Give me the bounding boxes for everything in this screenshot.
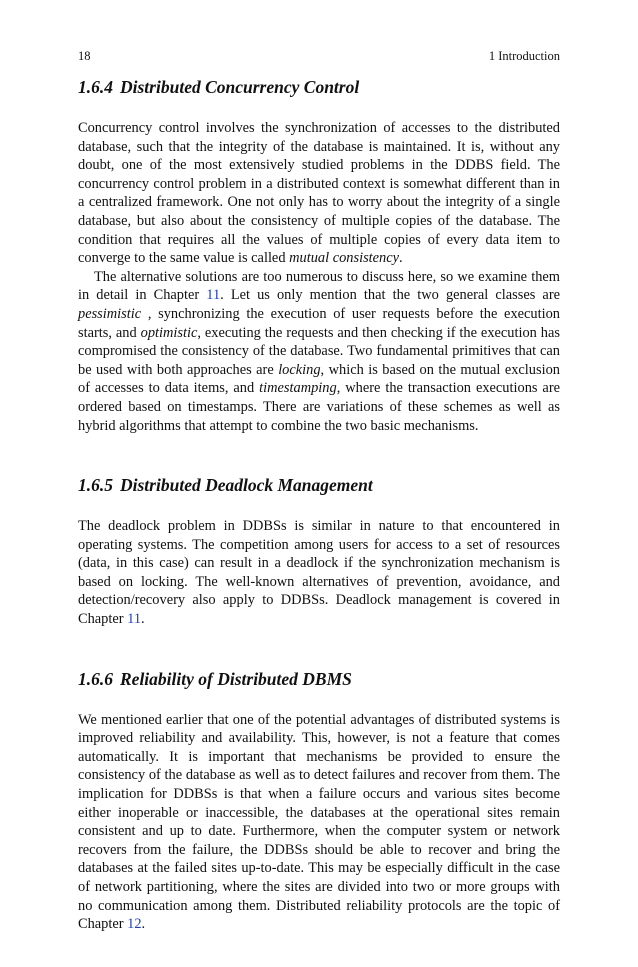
section-title: Distributed Deadlock Management <box>120 475 373 496</box>
section-heading <box>78 474 560 496</box>
paragraph-text: , synchronizing the execution of user requests before the execution starts, and <box>78 305 560 341</box>
section-title: Reliability of Distributed DBMS <box>120 668 352 689</box>
paragraph-text: We mentioned earlier that one of the potential advantages of distributed systems is improved reliability and availability. This, however, is not a feature that comes automatically. It is important that mechanisms be provided to ensure the consistency of the database as well as to detect failures and recover from them. The implication for DDBSs is that when a failure occurs and various sites become either inoperable or inaccessible, the databases at the operational sites remain consistent and up to date. Furthermore, when the computer system or network recovers from the failure, the DDBSs should be able to recover and bring the databases at the failed sites up-to-date. This may be especially difficult in the case of network partitioning, where the sites are divided into two or more groups with no communication among them. Distributed reliability protocols are the topic of Chapter <box>78 711 560 933</box>
section-heading <box>78 668 560 690</box>
paragraph-text: The alternative solutions are too numerous to discuss here, so we examine them in detail in Chapter <box>78 268 560 304</box>
paragraph-text: , executing the requests and then checking if the execution has compromised the consistency of the database. Two fundamental primitives that can be used with both approaches are <box>78 324 560 378</box>
paragraph-text: , where the transaction executions are ordered based on timestamps. There are variations of these schemes as well as hybrid algorithms that attempt to combine the two basic mechanisms. <box>78 380 561 434</box>
section-number: 1.6.5 <box>78 475 113 496</box>
paragraph-text: . <box>141 916 146 933</box>
paragraph <box>78 711 560 934</box>
emphasized-term: pessimistic <box>78 305 142 322</box>
chapter-reference-link[interactable]: 12 <box>127 916 142 933</box>
section-title: Distributed Concurrency Control <box>120 77 360 97</box>
section-concurrency-control <box>78 76 560 435</box>
chapter-reference-link[interactable]: 11 <box>127 611 142 628</box>
paragraph <box>78 268 560 435</box>
emphasized-term: locking <box>278 361 321 378</box>
page-number: 18 <box>78 49 91 63</box>
paragraph-text: , which is based on the mutual exclusion of accesses to data items, and <box>78 361 560 397</box>
paragraph <box>78 517 560 629</box>
paragraph-text: . Let us only mention that the two general classes are <box>220 287 560 304</box>
section-reliability <box>78 668 560 934</box>
book-page <box>78 48 560 934</box>
running-head <box>78 48 560 64</box>
chapter-title: 1 Introduction <box>488 49 560 63</box>
paragraph <box>78 119 560 268</box>
emphasized-term: optimistic <box>140 324 198 341</box>
emphasized-term: mutual consistency <box>289 250 400 267</box>
paragraph-text: . <box>399 250 403 267</box>
section-number: 1.6.4 <box>78 77 113 97</box>
paragraph-text: . <box>141 611 145 628</box>
paragraph-text: The deadlock problem in DDBSs is similar in nature to that encountered in operating systems. The competition among users for access to a set of resources (data, in this case) can result in a deadlock if the synchronization mechanism is based on locking. The well-known alternatives of prevention, avoidance, and detection/recovery also apply to DDBSs. Deadlock management is covered in Chapter <box>78 518 560 628</box>
chapter-reference-link[interactable]: 11 <box>206 287 221 304</box>
paragraph-text: Concurrency control involves the synchronization of accesses to the distributed database, such that the integrity of the database is maintained. It is, without any doubt, one of the most extensively studied problems in the DDBS field. The concurrency control problem in a distributed context is somewhat different than in a centralized framework. One not only has to worry about the integrity of a single database, but also about the consistency of multiple copies of the database. The condition that requires all the values of multiple copies of every data item to converge to the same value is called <box>78 120 560 267</box>
section-heading <box>78 76 560 98</box>
section-deadlock-management <box>78 474 560 629</box>
emphasized-term: timestamping <box>259 380 337 397</box>
section-number: 1.6.6 <box>78 668 113 689</box>
